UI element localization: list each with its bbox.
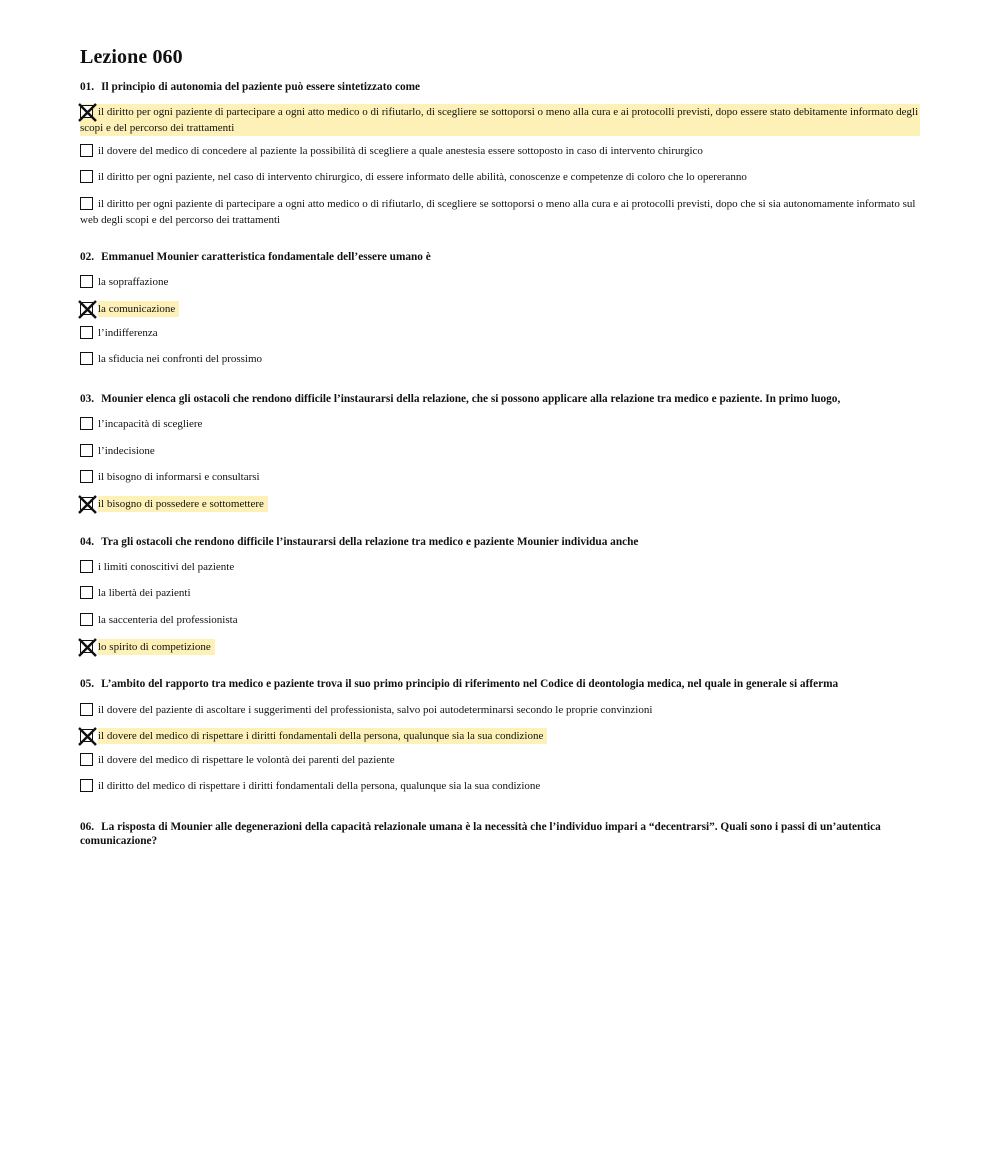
option-text: l’indifferenza: [98, 327, 158, 339]
question-number: 05.: [80, 678, 95, 690]
answer-checkbox[interactable]: [80, 326, 93, 339]
option-02-d: [80, 351, 920, 367]
answer-checkbox[interactable]: [80, 753, 93, 766]
option-text-highlighted: [80, 301, 920, 317]
option-text-highlighted: [80, 496, 920, 512]
question-03: [80, 392, 920, 406]
option-04-b: [80, 585, 920, 601]
question-number: 02.: [80, 251, 95, 263]
highlight: il dovere del medico di rispettare i diritti fondamentali della persona, qualunque sia la sua condizione: [98, 728, 547, 744]
option-text: l’indecisione: [98, 445, 155, 457]
option-01-d: [80, 196, 920, 228]
option-text-highlighted: [80, 728, 920, 744]
option-03-a: [80, 416, 920, 432]
question-text: [80, 80, 920, 94]
option-03-d: [80, 496, 920, 512]
question-number: 06.: [80, 821, 95, 833]
option-03-b: [80, 443, 920, 459]
answer-checkbox-checked[interactable]: [80, 497, 93, 510]
question-02: [80, 250, 920, 264]
option-text-highlighted: [80, 639, 920, 655]
question-01: [80, 80, 920, 94]
option-05-d: [80, 778, 920, 794]
option-05-a: [80, 702, 920, 718]
cross-mark-icon: [78, 103, 97, 122]
cross-mark-icon: [78, 495, 97, 514]
question-04: [80, 535, 920, 549]
option-text: i limiti conoscitivi del paziente: [98, 561, 235, 573]
option-text: il dovere del medico di concedere al paziente la possibilità di scegliere a quale anestesia essere sottoposto in caso di intervento chirurgico: [98, 145, 703, 157]
highlight: lo spirito di competizione: [98, 639, 215, 655]
option-text: il dovere del paziente di ascoltare i suggerimenti del professionista, salvo poi autodeterminarsi secondo le proprie convinzioni: [98, 704, 653, 716]
answer-checkbox[interactable]: [80, 703, 93, 716]
answer-checkbox-checked[interactable]: [80, 640, 93, 653]
option-02-b: [80, 301, 920, 317]
option-05-b: [80, 728, 920, 744]
answer-checkbox[interactable]: [80, 352, 93, 365]
option-01-c: [80, 169, 920, 185]
question-number: 03.: [80, 393, 95, 405]
cross-mark-icon: [78, 300, 97, 319]
answer-checkbox-checked[interactable]: [80, 105, 93, 118]
question-label: La risposta di Mounier alle degenerazioni della capacità relazionale umana è la necessità che l’individuo impari a “decentrarsi”. Quali sono i passi di un’autentica comunicazione?: [80, 821, 881, 847]
question-text: [80, 250, 920, 264]
option-text: la libertà dei pazienti: [98, 587, 191, 599]
question-text: [80, 535, 920, 549]
option-02-c: [80, 325, 920, 341]
option-01-b: [80, 143, 920, 159]
option-04-d: [80, 639, 920, 655]
answer-checkbox[interactable]: [80, 144, 93, 157]
answer-checkbox[interactable]: [80, 170, 93, 183]
question-text: [80, 392, 920, 406]
option-text-highlighted: il diritto per ogni paziente di partecipare a ogni atto medico o di rifiutarlo, di scegliere se sottoporsi o meno alla cura e ai protocolli previsti, dopo essere stato debitamente informato degli scopi e del percorso dei trattamenti: [80, 106, 919, 134]
cross-mark-icon: [78, 727, 97, 746]
option-text: il diritto per ogni paziente di partecipare a ogni atto medico o di rifiutarlo, di scegliere se sottoporsi o meno alla cura e ai protocolli previsti, dopo che si sia autonomamente informato sul web degli scopi e del percorso dei trattamenti: [80, 198, 916, 226]
option-05-c: [80, 752, 920, 768]
answer-checkbox-checked[interactable]: [80, 729, 93, 742]
option-02-a: [80, 274, 920, 290]
question-06: [80, 820, 920, 848]
question-label: Mounier elenca gli ostacoli che rendono difficile l’instaurarsi della relazione, che si possono applicare alla relazione tra medico e paziente. In primo luogo,: [101, 393, 841, 405]
option-text: la saccenteria del professionista: [98, 614, 238, 626]
question-text: [80, 820, 920, 848]
highlight: la comunicazione: [98, 301, 179, 317]
option-text: la sfiducia nei confronti del prossimo: [98, 353, 263, 365]
option-text: il diritto per ogni paziente, nel caso di intervento chirurgico, di essere informato delle abilità, conoscenze e competenze di coloro che lo opereranno: [98, 171, 747, 183]
question-label: Tra gli ostacoli che rendono difficile l’instaurarsi della relazione tra medico e paziente Mounier individua anche: [101, 536, 639, 548]
option-text: il bisogno di informarsi e consultarsi: [98, 471, 260, 483]
highlight: il bisogno di possedere e sottomettere: [98, 496, 268, 512]
answer-checkbox[interactable]: [80, 560, 93, 573]
option-text: l’incapacità di scegliere: [98, 418, 203, 430]
question-number: 04.: [80, 536, 95, 548]
question-label: Il principio di autonomia del paziente può essere sintetizzato come: [101, 81, 421, 93]
question-05: [80, 677, 920, 691]
answer-checkbox[interactable]: [80, 586, 93, 599]
question-label: Emmanuel Mounier caratteristica fondamentale dell’essere umano è: [101, 251, 431, 263]
option-03-c: [80, 469, 920, 485]
option-text: la sopraffazione: [98, 276, 169, 288]
answer-checkbox[interactable]: [80, 275, 93, 288]
lesson-title: Lezione 060: [80, 46, 183, 68]
question-text: [80, 677, 920, 691]
answer-checkbox-checked[interactable]: [80, 302, 93, 315]
question-number: 01.: [80, 81, 95, 93]
answer-checkbox[interactable]: [80, 613, 93, 626]
option-04-c: [80, 612, 920, 628]
answer-checkbox[interactable]: [80, 779, 93, 792]
answer-checkbox[interactable]: [80, 417, 93, 430]
option-text: il diritto del medico di rispettare i diritti fondamentali della persona, qualunque sia la sua condizione: [98, 780, 541, 792]
option-04-a: [80, 559, 920, 575]
option-text: il dovere del medico di rispettare le volontà dei parenti del paziente: [98, 754, 395, 766]
answer-checkbox[interactable]: [80, 197, 93, 210]
cross-mark-icon: [78, 638, 97, 657]
answer-checkbox[interactable]: [80, 470, 93, 483]
answer-checkbox[interactable]: [80, 444, 93, 457]
question-label: L’ambito del rapporto tra medico e paziente trova il suo primo principio di riferimento nel Codice di deontologia medica, nel quale in generale si afferma: [101, 678, 839, 690]
option-01-a: [80, 104, 920, 136]
